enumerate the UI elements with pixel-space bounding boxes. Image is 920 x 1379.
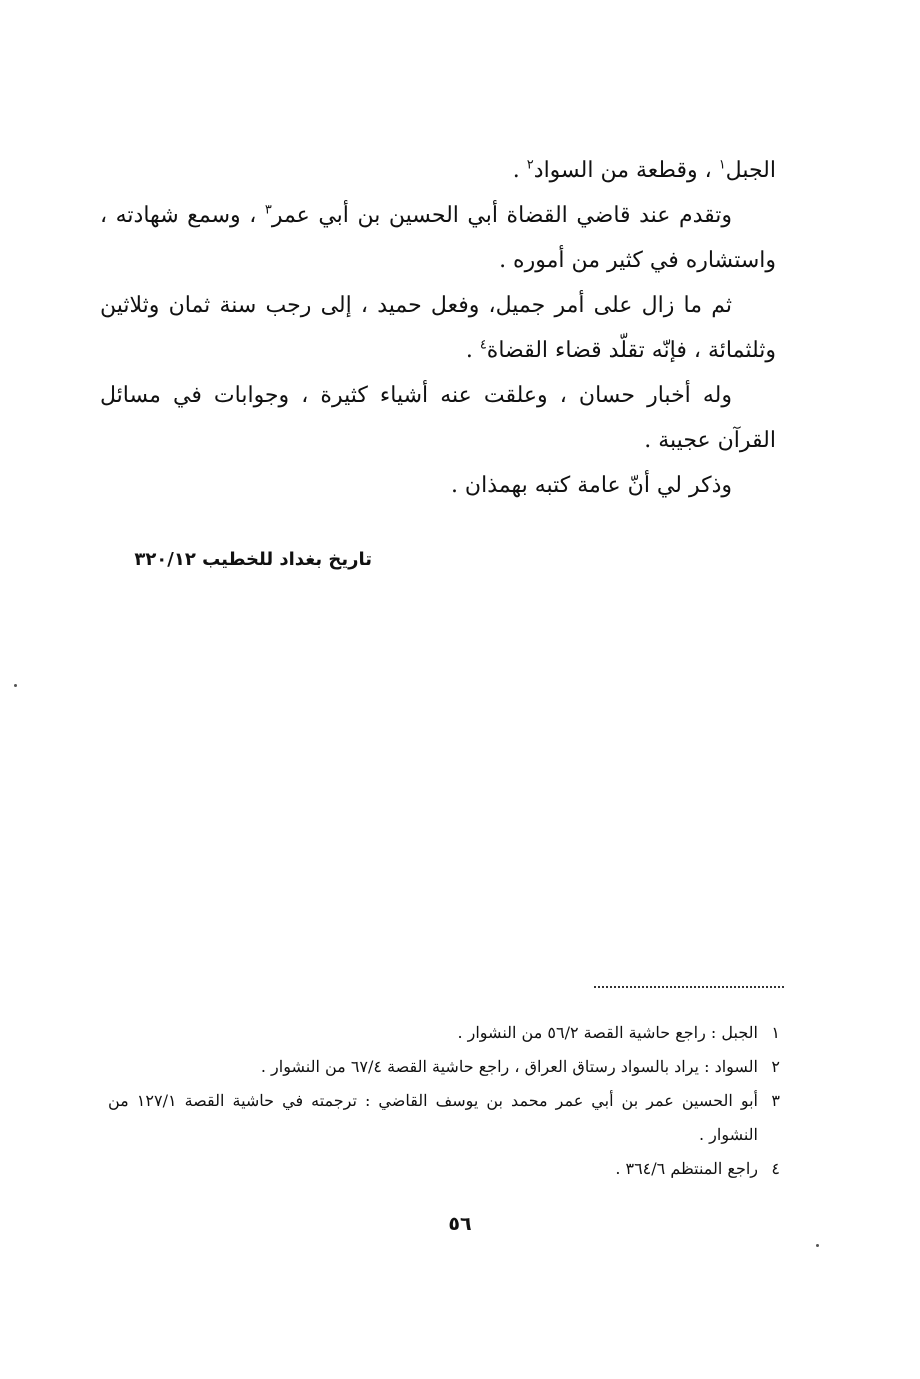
paragraph-text: ثم ما زال على أمر جميل، وفعل حميد ، إلى رجب سنة ثمان وثلاثين وثلثمائة ، فإنّه تقلّد قضاء القضاة (100, 293, 776, 363)
footnote (108, 1084, 780, 1152)
footnote-number: ١ (771, 1023, 780, 1042)
paragraph-text: ، وقطعة من السواد (533, 158, 719, 183)
footnote-text: السواد : يراد بالسواد رستاق العراق ، راجع حاشية القصة ٦٧/٤ من النشوار . (260, 1057, 758, 1076)
scan-speck (14, 684, 17, 687)
footnote-number: ٤ (771, 1159, 780, 1178)
footnote (108, 1152, 780, 1186)
footnote-divider (594, 986, 784, 988)
paragraph (100, 148, 776, 193)
paragraph-text: وتقدم عند قاضي القضاة أبي الحسين بن أبي عمر (271, 203, 733, 228)
footnote-marker: ٤ (479, 337, 487, 353)
footnote-text: أبو الحسين عمر بن أبي عمر محمد بن يوسف القاضي : ترجمته في حاشية القصة ١٢٧/١ من النشوار . (108, 1091, 758, 1144)
footnote-text: الجبل : راجع حاشية القصة ٥٦/٢ من النشوار . (457, 1023, 758, 1042)
footnote-marker: ١ (718, 157, 726, 173)
paragraph-text: ، وسمع شهادته ، واستشاره في كثير من أموره . (100, 203, 776, 273)
paragraph-text: وله أخبار حسان ، وعلقت عنه أشياء كثيرة ، وجوابات في مسائل القرآن عجيبة . (100, 383, 776, 453)
footnotes (108, 1016, 780, 1186)
footnote-number: ٣ (771, 1091, 780, 1110)
paragraph-text: . (465, 338, 480, 363)
scan-speck (816, 1244, 819, 1247)
paragraph (100, 283, 776, 373)
footnote-text: راجع المنتظم ٣٦٤/٦ . (615, 1159, 758, 1178)
paragraph (100, 193, 776, 283)
paragraph (100, 373, 776, 463)
paragraph-text: . (512, 158, 527, 183)
footnote (108, 1016, 780, 1050)
paragraph-text: وذكر لي أنّ عامة كتبه بهمذان . (450, 473, 732, 498)
footnote-marker: ٢ (526, 157, 534, 173)
page-number: ٥٦ (448, 1213, 472, 1235)
footnote-marker: ٣ (264, 202, 272, 218)
source-reference: تاريخ بغداد للخطيب ٣٢٠/١٢ (134, 549, 372, 570)
paragraph-text: الجبل (725, 158, 776, 183)
body-text (100, 148, 776, 508)
footnote (108, 1050, 780, 1084)
footnote-number: ٢ (771, 1057, 780, 1076)
paragraph (100, 463, 776, 508)
